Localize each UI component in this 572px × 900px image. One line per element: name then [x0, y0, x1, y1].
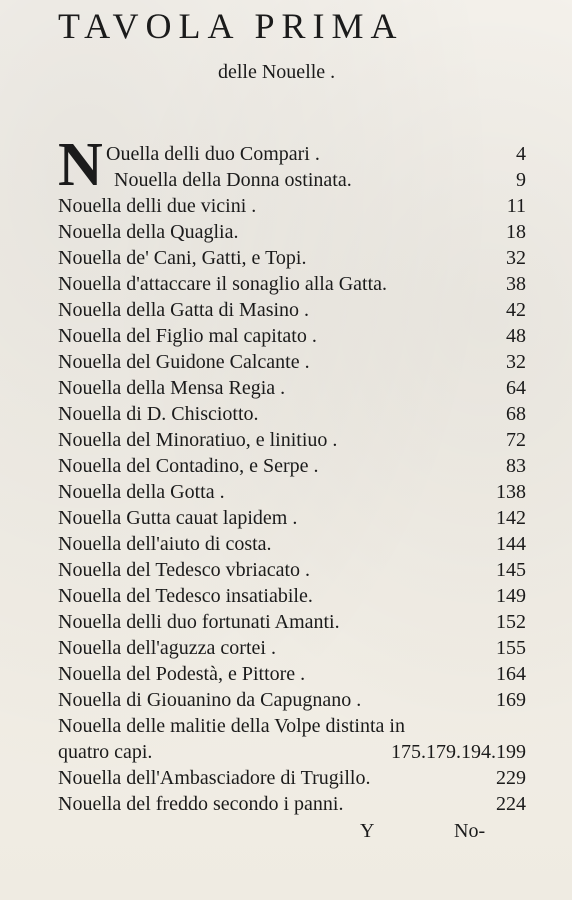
toc-entry-page: 144: [496, 533, 526, 555]
toc-entry-title: Nouella dell'aiuto di costa.: [58, 533, 272, 555]
toc-entry-pages: 175.179.194.199: [391, 741, 526, 763]
toc-entry-page: 152: [496, 611, 526, 633]
catchword: No-: [454, 820, 486, 842]
toc-entry-title: Ouella delli duo Compari .: [106, 143, 320, 165]
toc-entry: [58, 583, 526, 609]
toc-entry-page: 68: [506, 403, 526, 425]
toc-entry: [58, 375, 526, 401]
toc-entry-page: 72: [506, 429, 526, 451]
toc-entry-title-line2: quatro capi.: [58, 741, 153, 763]
toc-entry-title: Nouella dell'aguzza cortei .: [58, 637, 276, 659]
toc-entry-title: Nouella del Podestà, e Pittore .: [58, 663, 306, 685]
toc-entry-title: Nouella del Tedesco insatiabile.: [58, 585, 313, 607]
toc-entry-page: 169: [496, 689, 526, 711]
toc-entry-page: 145: [496, 559, 526, 581]
toc-entry-page: 149: [496, 585, 526, 607]
toc-entry-title: Nouella dell'Ambasciadore di Trugillo.: [58, 767, 371, 789]
toc-entry: [58, 531, 526, 557]
toc-entry-page: 229: [496, 767, 526, 789]
toc-entry-page: 83: [506, 455, 526, 477]
toc-entry: [58, 661, 526, 687]
toc-entry: [58, 323, 526, 349]
toc-entry: [58, 219, 526, 245]
toc-entry-page: 4: [516, 143, 526, 165]
drop-cap-letter: N: [58, 131, 103, 199]
toc-entry: [58, 765, 526, 791]
toc-entry-page: 48: [506, 325, 526, 347]
toc-entry-page: 64: [506, 377, 526, 399]
toc-entry-title: Nouella del Figlio mal capitato .: [58, 325, 317, 347]
toc-entry: [58, 557, 526, 583]
toc-entry-title: Nouella del freddo secondo i panni.: [58, 793, 344, 815]
toc-entry-title: Nouella del Minoratiuo, e linitiuo .: [58, 429, 338, 451]
toc-entry: [58, 401, 526, 427]
toc-entry-title: Nouella della Quaglia.: [58, 221, 239, 243]
toc-entry: [58, 479, 526, 505]
toc-entry-title: Nouella d'attaccare il sonaglio alla Gatta.: [58, 273, 388, 295]
toc-entry-page: 32: [506, 247, 526, 269]
toc-entry-title: Nouella della Gotta .: [58, 481, 225, 503]
page-title: TAVOLA PRIMA: [58, 6, 404, 46]
page-subtitle: delle Nouelle .: [218, 61, 336, 83]
toc-entry: [58, 609, 526, 635]
toc-entry-title-line1: Nouella delle malitie della Volpe distinta in: [58, 715, 405, 737]
toc-entry: [58, 245, 526, 271]
toc-entry-title: Nouella di Giouanino da Capugnano .: [58, 689, 362, 711]
toc-entry-title: Nouella delli due vicini .: [58, 195, 257, 217]
toc-entry-page: 138: [496, 481, 526, 503]
toc-entry-title: Nouella del Tedesco vbriacato .: [58, 559, 311, 581]
toc-entry-multiline: [58, 713, 526, 765]
toc-entry-first: [106, 141, 526, 167]
toc-entry-title: Nouella de' Cani, Gatti, e Topi.: [58, 247, 307, 269]
toc-entry-page: 11: [506, 195, 526, 217]
toc-entry-page: 224: [496, 793, 526, 815]
toc-entry-page: 38: [506, 273, 526, 295]
toc-entry-title: Nouella delli duo fortunati Amanti.: [58, 611, 340, 633]
toc-entry: [58, 349, 526, 375]
toc-entry-title: Nouella Gutta cauat lapidem .: [58, 507, 298, 529]
toc-entry-line2: [58, 739, 526, 765]
toc-entry: [58, 427, 526, 453]
toc-entry: [58, 297, 526, 323]
toc-entry-second: [114, 167, 526, 193]
toc-entry-title: Nouella del Guidone Calcante .: [58, 351, 310, 373]
toc-entry-title: Nouella della Donna ostinata.: [114, 169, 352, 191]
toc-entry-page: 155: [496, 637, 526, 659]
toc-entry: [58, 791, 526, 817]
toc-entry: [58, 687, 526, 713]
toc-entry-page: 18: [506, 221, 526, 243]
toc-entry: [58, 505, 526, 531]
toc-entry-title: Nouella del Contadino, e Serpe .: [58, 455, 319, 477]
toc-entry-page: 32: [506, 351, 526, 373]
signature-mark: Y: [360, 820, 375, 842]
toc-entry-page: 9: [516, 169, 526, 191]
toc-entry-page: 164: [496, 663, 526, 685]
toc-entry-title: Nouella della Mensa Regia .: [58, 377, 286, 399]
toc-entry: [58, 193, 526, 219]
toc-entry-page: 42: [506, 299, 526, 321]
toc-entry-title: Nouella della Gatta di Masino .: [58, 299, 310, 321]
toc-entry: [58, 453, 526, 479]
toc-entry-page: 142: [496, 507, 526, 529]
toc-entry: [58, 635, 526, 661]
toc-entry-title: Nouella di D. Chisciotto.: [58, 403, 259, 425]
toc-entry: [58, 271, 526, 297]
